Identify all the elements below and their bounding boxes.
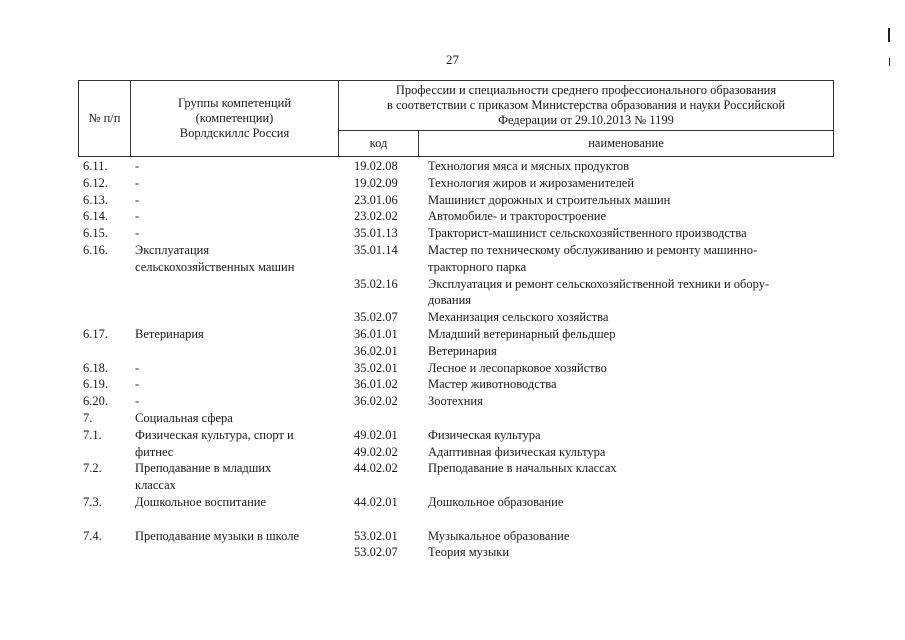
row-code: 23.02.02 — [354, 209, 398, 224]
header-groups-line: Ворлдскиллс Россия — [179, 126, 290, 140]
row-competence-group: Эксплуатация — [135, 242, 210, 257]
row-number: 6.17. — [83, 326, 108, 341]
table-row — [0, 528, 905, 545]
table-row — [0, 259, 905, 276]
row-competence-group: - — [135, 209, 140, 224]
row-number: 6.18. — [83, 360, 108, 375]
row-competence-group: - — [135, 377, 140, 392]
row-number: 6.16. — [83, 242, 108, 257]
table-row — [0, 376, 905, 393]
row-name: Технология мяса и мясных продуктов — [428, 159, 630, 173]
row-competence-group: - — [135, 175, 140, 190]
table-row — [0, 326, 905, 343]
row-name: Преподавание в начальных классах — [428, 461, 617, 476]
header-name: наименование — [419, 131, 834, 157]
header-groups-line: (компетенции) — [195, 111, 274, 125]
table-row — [0, 175, 905, 192]
row-number: 7. — [83, 410, 93, 425]
row-code: 36.01.01 — [354, 326, 398, 341]
row-name: Зоотехния — [428, 394, 483, 409]
row-name: Автомобиле- и тракторостроение — [428, 209, 606, 224]
row-competence-group: - — [135, 394, 140, 409]
row-code: 19.02.09 — [354, 175, 398, 190]
row-code: 36.01.02 — [354, 377, 398, 392]
table-row — [0, 276, 905, 293]
row-number: 7.4. — [83, 528, 102, 543]
row-name: Младший ветеринарный фельдшер — [428, 326, 616, 341]
row-code: 35.02.01 — [354, 360, 398, 375]
row-number: 7.3. — [83, 494, 102, 509]
row-code: 35.01.13 — [354, 226, 398, 241]
row-competence-group: - — [135, 226, 140, 241]
row-name: Лесное и лесопарковое хозяйство — [428, 360, 607, 375]
table-row — [0, 225, 905, 242]
header-code: код — [339, 131, 419, 157]
table-row — [0, 343, 905, 360]
row-competence-group: классах — [135, 478, 176, 493]
row-competence-group: Преподавание музыки в школе — [135, 528, 299, 543]
row-code: 44.02.01 — [354, 494, 398, 509]
row-competence-group: Ветеринария — [135, 326, 204, 341]
row-code: 49.02.02 — [354, 444, 398, 459]
row-number: 6.20. — [83, 394, 108, 409]
table-row — [0, 444, 905, 461]
row-number: 6.11. — [83, 159, 108, 173]
scan-edge-mark — [889, 58, 890, 66]
table-row — [0, 427, 905, 444]
row-competence-group: - — [135, 192, 140, 207]
row-competence-group: Физическая культура, спорт и — [135, 427, 294, 442]
table-row — [0, 393, 905, 410]
header-professions — [339, 81, 834, 131]
table-row — [0, 410, 905, 427]
scan-edge-mark — [888, 28, 890, 42]
table-row — [0, 242, 905, 259]
row-code: 53.02.01 — [354, 528, 398, 543]
row-name: дования — [428, 293, 472, 308]
row-code: 36.02.01 — [354, 343, 398, 358]
row-name: Мастер по техническому обслуживанию и ремонту машинно- — [428, 242, 758, 257]
row-code: 23.01.06 — [354, 192, 398, 207]
table-row — [0, 494, 905, 528]
row-competence-group: Преподавание в младших — [135, 461, 272, 476]
row-competence-group: фитнес — [135, 444, 174, 459]
row-name: Машинист дорожных и строительных машин — [428, 192, 671, 207]
table-row — [0, 309, 905, 326]
row-name: Мастер животноводства — [428, 377, 557, 392]
row-number: 6.14. — [83, 209, 108, 224]
row-number: 6.15. — [83, 226, 108, 241]
table-row — [0, 477, 905, 494]
row-code: 36.02.02 — [354, 394, 398, 409]
table-row — [0, 544, 905, 561]
table-header — [78, 80, 834, 157]
header-professions-line: Профессии и специальности среднего профессионального образования — [395, 83, 777, 97]
header-professions-line: в соответствии с приказом Министерства образования и науки Российской — [386, 98, 786, 112]
row-name: Физическая культура — [428, 427, 541, 442]
header-professions-line: Федерации от 29.10.2013 № 1199 — [498, 113, 674, 127]
table-row — [0, 292, 905, 309]
table-row — [0, 208, 905, 225]
row-code: 35.02.07 — [354, 310, 398, 325]
row-name: Эксплуатация и ремонт сельскохозяйственной техники и обору- — [428, 276, 770, 291]
row-competence-group: сельскохозяйственных машин — [135, 259, 295, 274]
row-number: 7.2. — [83, 461, 102, 476]
row-code: 19.02.08 — [354, 159, 398, 173]
row-name: тракторного парка — [428, 259, 527, 274]
row-competence-group: Дошкольное воспитание — [135, 494, 267, 509]
table-row — [0, 360, 905, 377]
row-code: 53.02.07 — [354, 545, 398, 560]
row-code: 49.02.01 — [354, 427, 398, 442]
row-number: 6.12. — [83, 175, 108, 190]
row-name: Адаптивная физическая культура — [428, 444, 606, 459]
row-competence-group: - — [135, 360, 140, 375]
row-name: Технология жиров и жирозаменителей — [428, 175, 635, 190]
header-competence-groups — [131, 81, 339, 157]
row-code: 44.02.02 — [354, 461, 398, 476]
row-name: Ветеринария — [428, 343, 497, 358]
row-name: Музыкальное образование — [428, 528, 570, 543]
table-body — [0, 158, 905, 561]
row-number: 6.19. — [83, 377, 108, 392]
row-number: 6.13. — [83, 192, 108, 207]
row-competence-group: Социальная сфера — [135, 410, 233, 425]
row-name: Теория музыки — [428, 545, 510, 560]
row-name: Механизация сельского хозяйства — [428, 310, 609, 325]
table-row — [0, 460, 905, 477]
header-number: № п/п — [79, 81, 131, 157]
table-row — [0, 192, 905, 209]
row-code: 35.02.16 — [354, 276, 398, 291]
row-competence-group: - — [135, 159, 140, 173]
row-name: Дошкольное образование — [428, 494, 564, 509]
page-number: 27 — [446, 52, 459, 67]
row-number: 7.1. — [83, 427, 102, 442]
row-name: Тракторист-машинист сельскохозяйственного производства — [428, 226, 747, 241]
header-groups-line: Группы компетенций — [177, 96, 292, 110]
table-row — [0, 158, 905, 175]
row-code: 35.01.14 — [354, 242, 398, 257]
